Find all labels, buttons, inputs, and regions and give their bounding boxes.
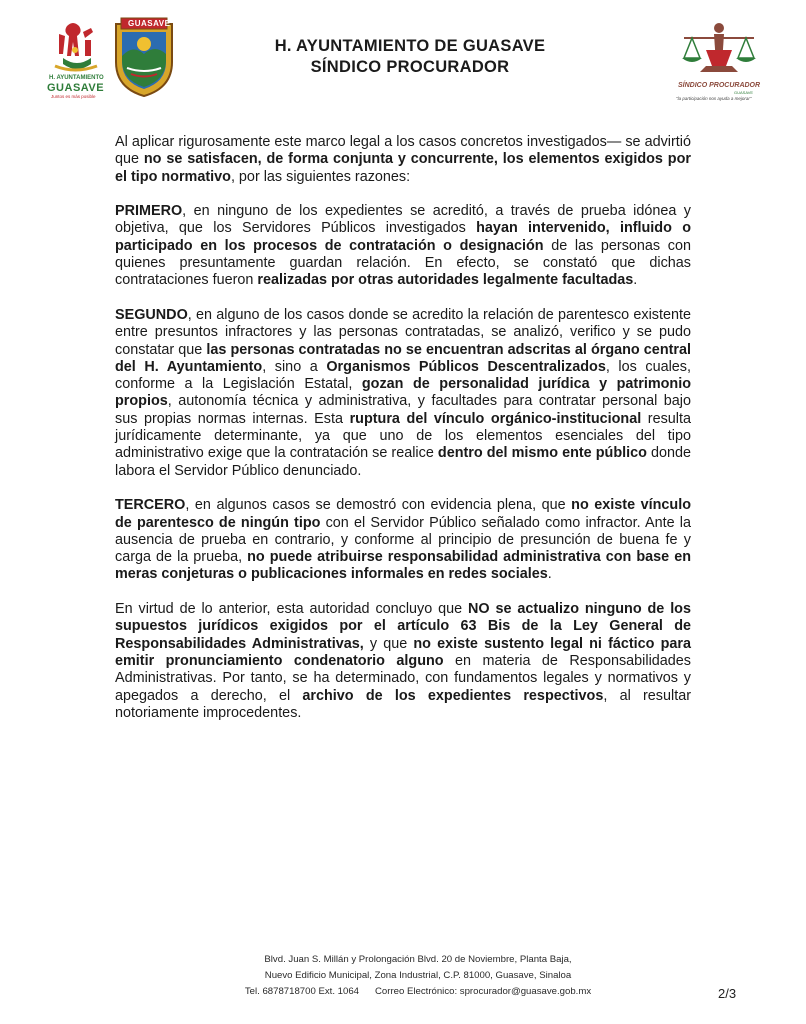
sindico-caption-title: SÍNDICO PROCURADOR — [678, 82, 761, 89]
bold-phrase: SEGUNDO — [115, 306, 188, 323]
guasave-figure-icon — [45, 20, 107, 80]
bold-phrase: no se satisfacen, de forma conjunta y concurrente, los elementos exigidos por el tipo normativo — [115, 151, 691, 185]
text-run: , autonomía técnica y administrativa, y facultades para contratar personal bajo sus propias normas internas. Esta — [115, 393, 691, 427]
bold-phrase: hayan intervenido, influido o participado en los procesos de contratación o designación — [115, 220, 692, 254]
text-run: en materia de Responsabilidades Administrativas. Por tanto, se ha determinado, con fundamentos legales y normativos y apegados a derecho, el — [115, 652, 691, 704]
bold-phrase: archivo de los expedientes respectivos — [302, 687, 604, 704]
text-run: y que — [363, 635, 414, 652]
text-run: con el Servidor Público señalado como infractor. Ante la ausencia de prueba en contrario, y conforme al principio de presunción de buena fe y carga de la prueba, — [115, 514, 691, 566]
bold-phrase: NO se actualizo ninguno de los supuestos jurídicos exigidos por el artículo 63 Bis de la Ley General de Responsabilidades Administrativas, — [115, 601, 691, 652]
text-run: , al resultar notoriamente improcedentes. — [115, 687, 691, 721]
text-run: resulta jurídicamente determinante, ya que uno de los elementos esenciales del tipo administrativo exige que la contratación se realice — [115, 410, 691, 462]
footer-address-line-1: Blvd. Juan S. Millán y Prolongación Blvd. 20 de Noviembre, Planta Baja, — [264, 954, 572, 965]
text-run: , por las siguientes razones: — [230, 168, 411, 185]
text-run: donde labora el Servidor Público denunciado. — [115, 445, 691, 479]
sindico-caption-city: GUASAVE — [734, 90, 754, 95]
text-run: , en ninguno de los expedientes se acreditó, a través de prueba idónea y objetiva, que los Servidores Públicos investigados — [115, 203, 691, 237]
text-run: , en algunos casos se demostró con evidencia plena, que — [185, 497, 572, 514]
footer-contact-line: Tel. 6878718700 Ext. 1064 Correo Electrónico: sprocurador@guasave.gob.mx — [244, 986, 592, 997]
paragraph-segundo — [115, 307, 691, 480]
paragraph-intro — [115, 134, 691, 186]
header-title-line-2: SÍNDICO PROCURADOR — [310, 58, 510, 76]
bold-phrase: no puede atribuirse responsabilidad administrativa con base en meras conjeturas o publicaciones informales en redes sociales — [115, 549, 691, 583]
bold-phrase: ruptura del vínculo orgánico-institucional — [349, 410, 642, 427]
scales-of-justice-icon — [670, 20, 768, 82]
bold-phrase: las personas contratadas no se encuentran adscritas al órgano central del H. Ayuntamiento — [115, 341, 691, 375]
bold-phrase: Organismos Públicos Descentralizados — [326, 358, 606, 375]
bold-phrase: no existe sustento legal ni fáctico para emitir pronunciamiento condenatorio alguno — [115, 635, 691, 669]
bold-phrase: dentro del mismo ente público — [437, 445, 647, 462]
text-run: , sino a — [262, 358, 327, 375]
bold-phrase: PRIMERO — [115, 203, 183, 220]
header-title-line-1: H. AYUNTAMIENTO DE GUASAVE — [274, 37, 546, 55]
document-footer — [150, 952, 686, 1000]
text-run: . — [547, 566, 552, 583]
text-run: de las personas con quienes presuntamente guardan relación. En efecto, se constató que dichas contrataciones fueron — [115, 237, 691, 289]
bold-phrase: gozan de personalidad jurídica y patrimonio propios — [115, 376, 691, 410]
guasave-caption-slogan: Juntos es más posible — [51, 94, 96, 99]
guasave-caption-small: H. AYUNTAMIENTO — [49, 75, 104, 81]
bold-phrase: TERCERO — [115, 497, 186, 514]
text-run: , en alguno de los casos donde se acredito la relación de parentesco existente entre presuntos infractores y las personas contratadas, se analizó, verifico y se pudo constatar que — [115, 306, 691, 358]
page-number: 2/3 — [718, 986, 737, 1001]
bold-phrase: no existe vínculo de parentesco de ningún tipo — [115, 497, 691, 531]
text-run: En virtud de lo anterior, esta autoridad concluyo que — [115, 601, 469, 618]
document-body — [115, 134, 691, 739]
text-run: . — [633, 272, 638, 289]
sindico-procurador-logo — [670, 20, 768, 106]
seal-banner-text: GUASAVE — [128, 19, 171, 28]
municipal-seal — [113, 16, 175, 98]
bold-phrase: realizadas por otras autoridades legalmente facultadas — [257, 272, 634, 289]
text-run: Al aplicar rigurosamente este marco legal a los casos concretos investigados— se advirtió que — [115, 134, 691, 168]
paragraph-conclusion — [115, 601, 691, 722]
footer-address-line-2: Nuevo Edificio Municipal, Zona Industrial, C.P. 81000, Guasave, Sinaloa — [264, 970, 572, 981]
guasave-caption-name: GUASAVE — [47, 82, 105, 94]
text-run: , los cuales, conforme a la Legislación Estatal, — [115, 358, 691, 393]
document-header-title — [220, 36, 600, 78]
paragraph-tercero — [115, 497, 691, 583]
sindico-caption-slogan: "la participación nos ayuda a mejorar" — [676, 96, 752, 101]
guasave-logo — [45, 20, 107, 98]
paragraph-primero — [115, 203, 691, 289]
coat-of-arms-icon — [113, 16, 175, 98]
